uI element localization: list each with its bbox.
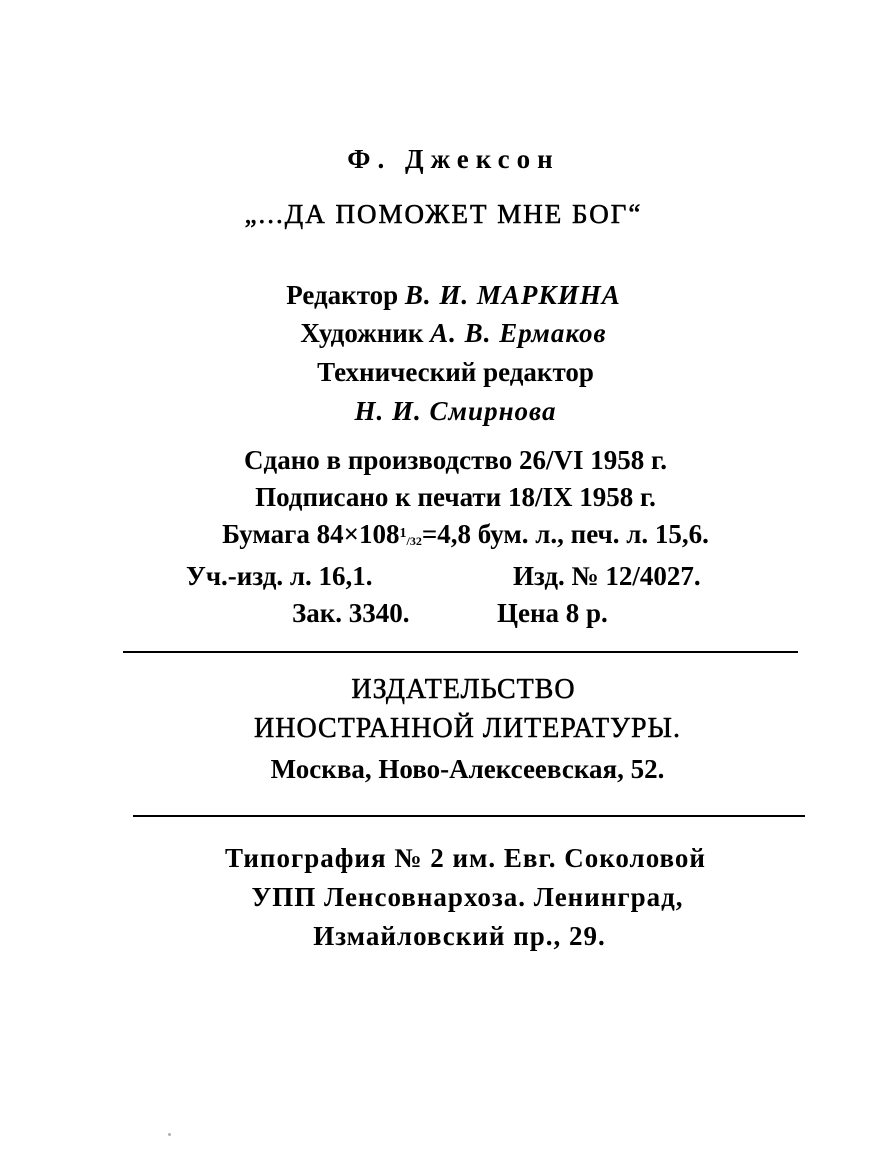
tech-editor-name-text: Н. И. Смирнова	[354, 396, 557, 426]
uch-izd-sheets: Уч.-изд. л. 16,1.	[186, 561, 373, 591]
paper-fraction-denominator: 32	[409, 534, 422, 548]
sent-to-production: Сдано в производство 26/VI 1958 г.	[244, 445, 667, 475]
order-number: Зак. 3340.	[292, 598, 410, 628]
paper-speck	[168, 1133, 171, 1136]
publisher-line-2: ИНОСТРАННОЙ ЛИТЕРАТУРЫ.	[254, 713, 681, 744]
artist-label: Художник	[300, 318, 424, 348]
author-name: Ф. Джексон	[347, 144, 560, 174]
paper-fraction-slash: /	[406, 534, 410, 548]
publisher-address: Москва, Ново-Алексеевская, 52.	[270, 754, 665, 784]
printer-line-3: Измайловский пр., 29.	[313, 921, 606, 951]
paper-fraction-numerator: 1	[399, 526, 407, 541]
divider-rule	[133, 815, 805, 817]
edition-number: Изд. № 12/4027.	[513, 561, 701, 591]
paper-prefix: Бумага 84×108	[222, 519, 400, 549]
tech-editor-name	[12, 398, 887, 425]
editor-credit	[10, 282, 887, 309]
printer-line-1: Типография № 2 им. Евг. Соколовой	[225, 843, 706, 873]
divider-rule	[123, 651, 798, 653]
paper-suffix: =4,8 бум. л., печ. л. 15,6.	[421, 519, 709, 549]
artist-name: А. В. Ермаков	[430, 318, 607, 348]
paper-format	[22, 521, 887, 548]
artist-credit	[10, 320, 887, 347]
tech-editor-label: Технический редактор	[317, 357, 594, 387]
editor-label: Редактор	[286, 280, 399, 310]
book-title: „...ДА ПОМОЖЕТ МНЕ БОГ“	[244, 199, 643, 229]
publisher-line-1: ИЗДАТЕЛЬСТВО	[351, 674, 576, 705]
price: Цена 8 р.	[497, 598, 608, 628]
signed-to-print: Подписано к печати 18/IX 1958 г.	[255, 482, 656, 512]
editor-name: В. И. МАРКИНА	[404, 280, 621, 310]
printer-line-2: УПП Ленсовнархоза. Ленинград,	[251, 882, 684, 912]
